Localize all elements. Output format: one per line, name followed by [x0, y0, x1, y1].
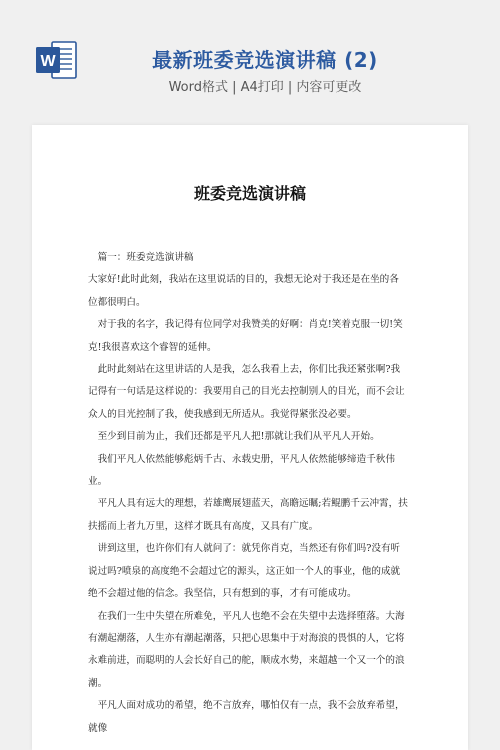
page-subtitle: Word格式 | A4打印 | 内容可更改 — [168, 80, 362, 95]
paragraph: 大家好!此时此刻，我站在这里说话的目的，我想无论对于我还是在坐的各位都很明白。 — [88, 274, 399, 308]
paragraph: 我们平凡人依然能够彪炳千古、永载史册，平凡人依然能够缔造千秋伟业。 — [88, 453, 395, 488]
paragraph: 讲到这里，也许你们有人就问了：就凭你肖克，当然还有你们吗?没有听说过吗?喷泉的高度绝不会超过它的源头，这正如一个人的事业，他的成就绝不会超过他的信念。我坚信，只有想到的事，才有可能成功。 — [88, 543, 401, 600]
page-title: 最新班委竞选演讲稿 (2) — [152, 48, 378, 72]
paragraph: 平凡人面对成功的希望，绝不言放弃，哪怕仅有一点，我不会放弃希望，就像 — [88, 700, 405, 734]
document-title: 班委竞选演讲稿 — [193, 184, 306, 203]
word-logo-letter: W — [40, 53, 56, 70]
paragraph: 对于我的名字，我记得有位同学对我赞美的好啊：肖克!笑着克服一切!笑克!我很喜欢这个睿智的延伸。 — [88, 319, 403, 353]
document-body — [88, 247, 408, 740]
paragraph: 至少到目前为止，我们还都是平凡人把!那就让我们从平凡人开始。 — [97, 431, 380, 443]
header — [0, 0, 500, 118]
section-heading: 篇一：班委竞选演讲稿 — [97, 252, 194, 263]
document-page — [32, 125, 468, 750]
paragraph: 此时此刻站在这里讲话的人是我，怎么我看上去，你们比我还紧张啊?我记得有一句话是这样说的：我要用自己的目光去控制别人的目光，而不会让众人的目光控制了我，使我感到无所适从。我觉得紧张没必要。 — [88, 364, 405, 420]
paragraph: 平凡人具有远大的理想，若雄鹰展翅蓝天，高瞻远瞩;若鲲鹏千云冲霄，扶扶摇而上者九万里，这样才既具有高度，又具有广度。 — [88, 498, 408, 532]
paragraph: 在我们一生中失望在所难免，平凡人也绝不会在失望中去选择堕落。大海有潮起潮落，人生亦有潮起潮落，只把心思集中于对海浪的畏惧的人，它将永难前进，而聪明的人会长好自己的舵，顺成水势，来超越一个又一个的浪潮。 — [88, 610, 405, 689]
